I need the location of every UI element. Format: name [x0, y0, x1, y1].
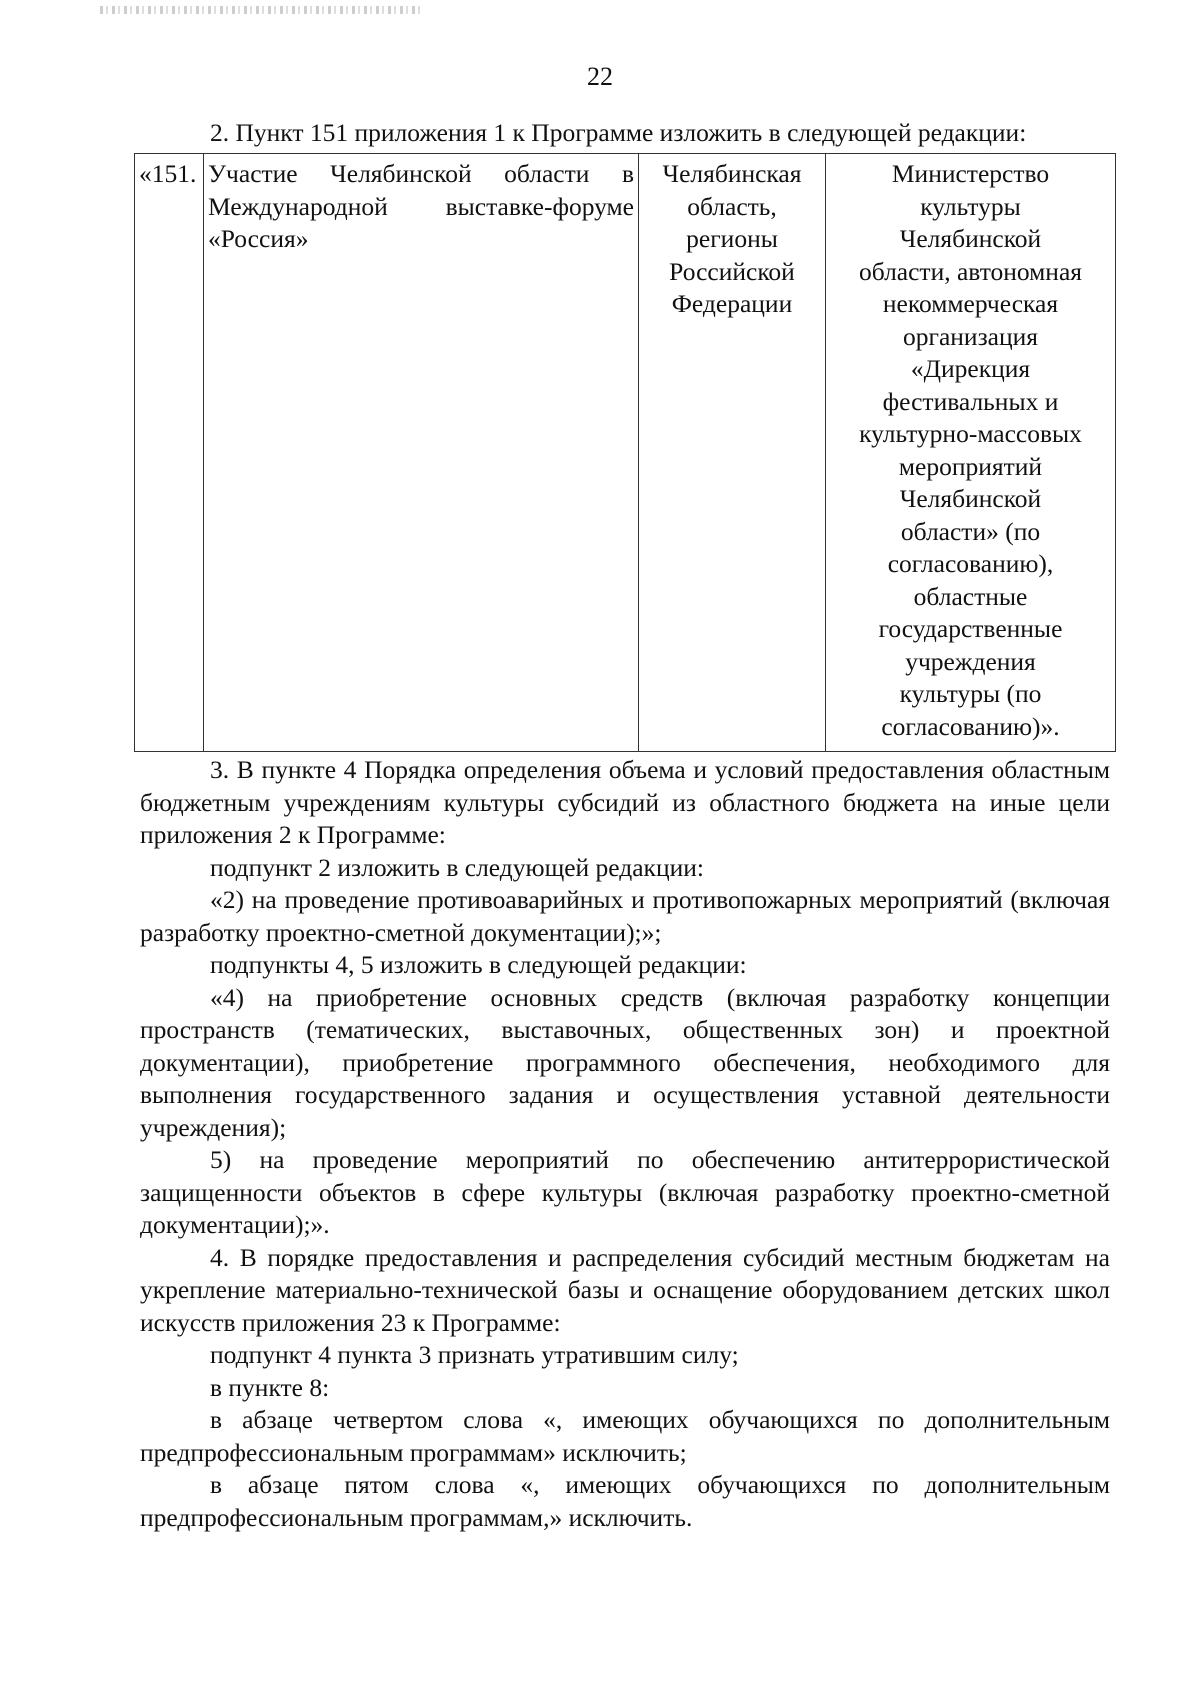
executor-line: фестивальных и [882, 386, 1059, 416]
paragraph-3: 3. В пункте 4 Порядка определения объема и условий предоставления областным бюджетным учреждениям культуры субсидий из областного бюджета на иные цели приложения 2 к Программе: [140, 755, 1110, 849]
executor-line: согласованию)». [881, 711, 1060, 741]
executor-line: «Дирекция [910, 354, 1031, 383]
geography-line: регионы [686, 224, 778, 253]
item-name-line: Международной выставке-форуме [208, 191, 634, 221]
page-number: 22 [587, 62, 613, 91]
paragraph-abzac-5: в абзаце пятом слова «, имеющих обучающихся по дополнительным предпрофессиональным программам,» исключить. [140, 1470, 1110, 1532]
paragraph-abzac-4: в абзаце четвертом слова «, имеющих обучающихся по дополнительным предпрофессиональным программам» исключить; [140, 1405, 1110, 1467]
geography-cell [639, 154, 826, 752]
executor-cell [826, 154, 1116, 752]
item-name-line: «Россия» [208, 224, 309, 253]
document-body [140, 118, 1110, 1534]
intro-paragraph: 2. Пункт 151 приложения 1 к Программе изложить в следующей редакции: [210, 118, 1027, 147]
geography-line: Федерации [671, 289, 793, 318]
executor-line: области, автономная [858, 256, 1082, 286]
executor-line: учреждения [905, 646, 1036, 676]
table-row [135, 154, 1116, 752]
executor-line: согласованию), [887, 549, 1054, 578]
item-name-line: Участие Челябинской области в [208, 159, 634, 188]
executor-line: Министерство [891, 159, 1050, 188]
paragraph-subitem-2-text: «2) на проведение противоаварийных и противопожарных мероприятий (включая разработку проектно-сметной документации);»; [140, 885, 1110, 947]
executor-line: культурно-массовых [859, 419, 1082, 448]
executor-line: областные [913, 581, 1028, 611]
paragraph-subitems-4-5-heading: подпункты 4, 5 изложить в следующей редакции: [210, 950, 747, 979]
geography-line: Челябинская [662, 159, 802, 188]
executor-line: культуры [920, 191, 1021, 221]
amendment-table [134, 153, 1116, 752]
executor-line: некоммерческая [882, 289, 1059, 318]
executor-line: организация [903, 321, 1038, 351]
item-name-cell [204, 154, 639, 752]
executor-line: области» (по [900, 516, 1041, 546]
executor-line: Челябинской [899, 224, 1042, 253]
scan-artifact [100, 6, 420, 14]
executor-line: государственные [878, 614, 1063, 643]
paragraph-item-8-heading: в пункте 8: [210, 1372, 330, 1402]
geography-line: область, [687, 191, 777, 221]
paragraph-subitem-4-void: подпункт 4 пункта 3 признать утратившим силу; [210, 1340, 739, 1369]
paragraph-subitem-4-text: «4) на приобретение основных средств (включая разработку концепции пространств (тематических, выставочных, общественных зон) и проектной документации), приобретение программного обеспечения, необходимого для выполнения государственного задания и осуществления уставной деятельности учреждения); [140, 982, 1110, 1142]
item-number-cell: «151. [135, 154, 204, 752]
executor-line: мероприятий [898, 451, 1043, 481]
executor-line: Челябинской [899, 484, 1042, 513]
executor-line: культуры (по [899, 679, 1042, 708]
paragraph-subitem-2-heading: подпункт 2 изложить в следующей редакции: [210, 852, 704, 882]
paragraph-subitem-5-text: 5) на проведение мероприятий по обеспечению антитеррористической защищенности объектов в сфере культуры (включая разработку проектно-сметной документации);». [140, 1145, 1110, 1239]
geography-line: Российской [669, 256, 795, 286]
paragraph-4: 4. В порядке предоставления и распределения субсидий местным бюджетам на укрепление материально-технической базы и оснащение оборудованием детских школ искусств приложения 23 к Программе: [140, 1242, 1110, 1337]
